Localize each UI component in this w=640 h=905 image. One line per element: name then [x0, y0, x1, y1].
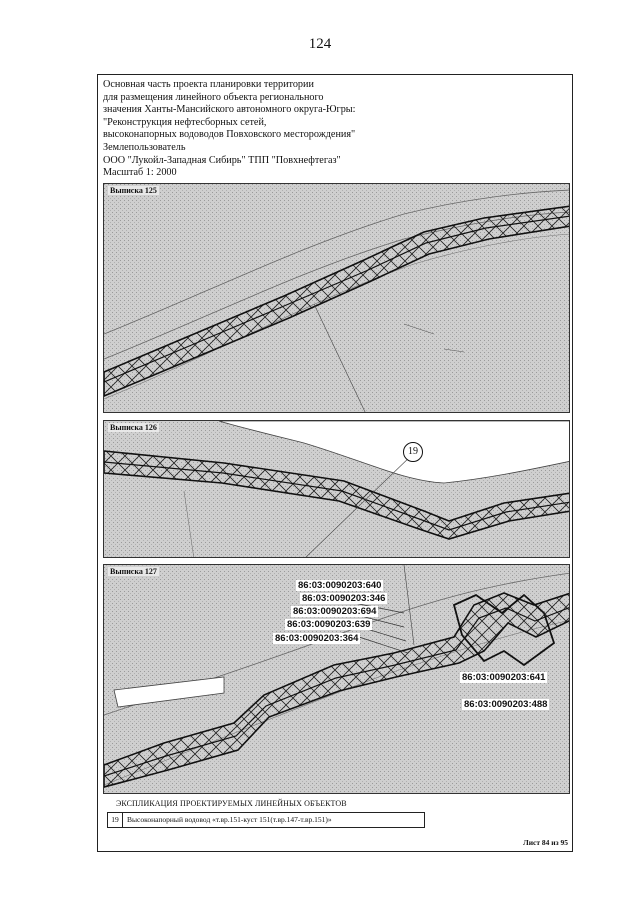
- title-line: значения Ханты-Мансийского автономного округа-Югры:: [103, 104, 356, 116]
- cadastral-number: 86:03:0090203:346: [302, 593, 386, 604]
- cadastral-number: 86:03:0090203:364: [275, 633, 359, 644]
- object-marker: 19: [403, 442, 423, 462]
- title-line: ООО "Лукойл-Западная Сибирь" ТПП "Повхнефтегаз": [103, 154, 341, 166]
- sheet-number: Лист 84 из 95: [523, 838, 568, 847]
- title-line: высоконапорных водоводов Повховского месторождения": [103, 129, 356, 141]
- legend-title: ЭКСПЛИКАЦИЯ ПРОЕКТИРУЕМЫХ ЛИНЕЙНЫХ ОБЪЕКТОВ: [116, 799, 347, 808]
- cadastral-number: 86:03:0090203:641: [462, 672, 546, 683]
- legend-row-number: 19: [108, 813, 123, 827]
- title-block: [103, 79, 403, 180]
- legend-row-description: Высоконапорный водовод «т.вр.151-куст 151(т.вр.147-т.вр.151)»: [127, 815, 332, 824]
- map-drawing: [104, 421, 570, 558]
- cadastral-number: 86:03:0090203:640: [298, 580, 382, 591]
- title-line: "Реконструкция нефтесборных сетей,: [103, 116, 267, 128]
- map-drawing: [104, 184, 570, 413]
- map-excerpt-125: [103, 183, 570, 413]
- excerpt-label: Выписка 127: [110, 567, 157, 576]
- title-line: Масштаб 1: 2000: [103, 167, 177, 179]
- excerpt-label: Выписка 125: [110, 186, 157, 195]
- cadastral-number: 86:03:0090203:694: [293, 606, 377, 617]
- title-line: для размещения линейного объекта регионального: [103, 91, 324, 103]
- excerpt-label: Выписка 126: [110, 423, 157, 432]
- title-line: Основная часть проекта планировки территории: [103, 79, 314, 90]
- map-excerpt-126: [103, 420, 570, 558]
- cadastral-number: 86:03:0090203:639: [287, 619, 371, 630]
- cadastral-number: 86:03:0090203:488: [464, 699, 548, 710]
- legend-table: [107, 812, 425, 828]
- title-line: Землепользователь: [103, 141, 186, 153]
- page-number: 124: [308, 36, 332, 52]
